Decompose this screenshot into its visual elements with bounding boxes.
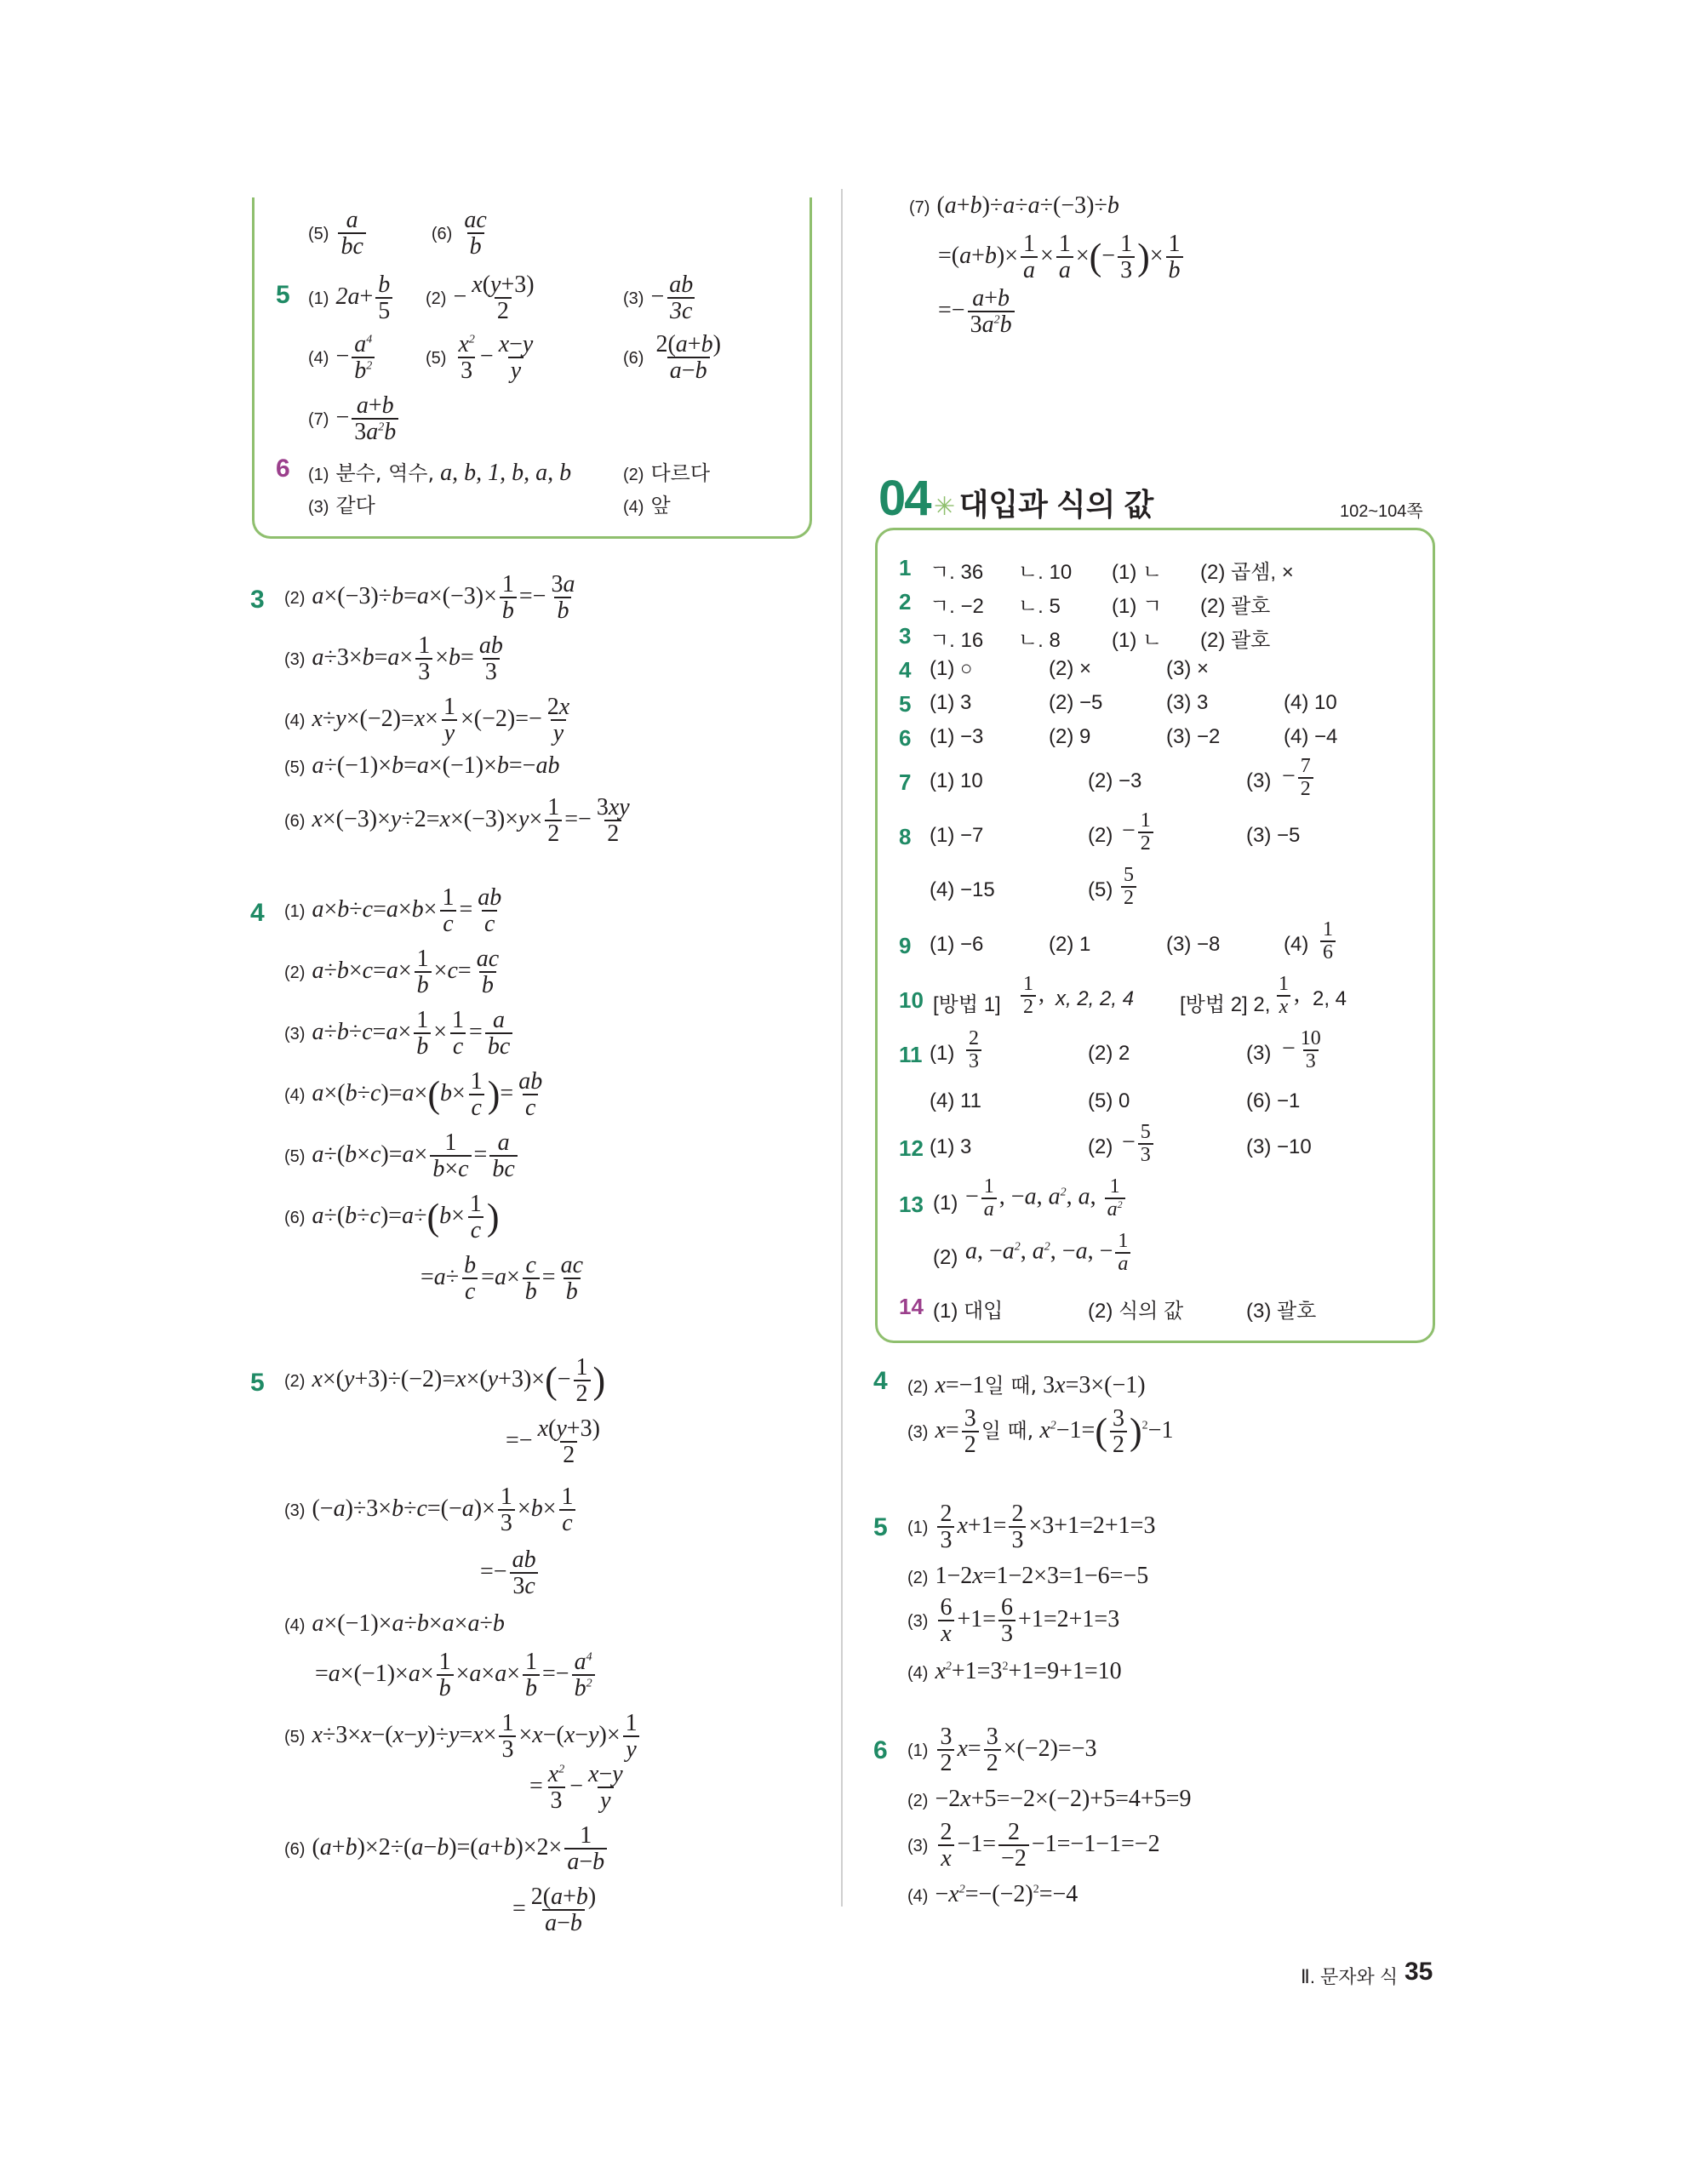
solution-4-number: 4: [250, 899, 265, 927]
solution-3-number: 3: [250, 586, 265, 614]
sol5-3-cont: =− $\frac{ab}{3c}$: [480, 1547, 541, 1599]
right-solution-6-number: 6: [873, 1736, 888, 1764]
rsol4-3: (3) x= $\frac{3}{2}$ 일 때, $x^2-1=$( $\frac{3}{2}$ )$^2$−1: [907, 1405, 1174, 1459]
column-divider: [841, 189, 843, 1907]
sol4-5: (5) a÷(b×c)=a× $\frac{1}{b\times c}$ = $\frac{a}{bc}$: [284, 1130, 520, 1182]
page-number: 35: [1405, 1958, 1433, 1986]
sol3-4: (4) x÷y×(−2)=x× $\frac{1}{y}$ ×(−2)=− $\frac{2x}{y}$: [284, 694, 570, 747]
sol5-5: (5) x÷3×x−(x−y)÷y=x× $\frac{1}{3}$ ×x−(x−y)× $\frac{1}{y}$: [284, 1711, 643, 1763]
section-title: 대입과 식의 값: [958, 487, 1154, 522]
sol3-3: (3) a÷3×b=a× $\frac{1}{3}$ ×b= $\frac{ab}{3}$: [284, 632, 503, 686]
solution-5-number: 5: [250, 1369, 265, 1397]
sol4-3: (3) a÷b÷c=a× $\frac{1}{b}$ × $\frac{1}{c}$ = $\frac{a}{bc}$: [284, 1008, 515, 1060]
rsol6-1: (1) $\frac{3}{2}$ x= $\frac{3}{2}$ ×(−2)=−3: [907, 1724, 1097, 1777]
section-header: [878, 470, 1153, 527]
box-5-row2-b: (5) $\frac{x^2}{3}$ − $\frac{x-y}{y}$: [426, 331, 534, 385]
right-solution-4-number: 4: [873, 1367, 888, 1395]
box-6-row1-b: (2) 다르다: [623, 461, 711, 485]
right-solution-5-number: 5: [873, 1513, 888, 1541]
box-5-row2-a: (4) − $\frac{a^4}{b^2}$: [308, 332, 377, 384]
sol3-5: (5) a÷(−1)×b=a×(−1)×b=−ab: [284, 752, 560, 779]
footer-chapter: Ⅱ. 문자와 식: [1301, 1966, 1399, 1987]
box-problem-5-number: 5: [276, 281, 290, 309]
sol3-6: (6) x×(−3)×y÷2=x×(−3)×y× $\frac{1}{2}$ =− $\frac{3xy}{2}$: [284, 794, 630, 848]
section-pages: 102~104쪽: [1340, 502, 1423, 521]
box-6-row2-b: (4) 앞: [623, 494, 671, 517]
sol5-4-cont: =a×(−1)×a× $\frac{1}{b}$ ×a×a× $\frac{1}{b}$ =− $\frac{a^4}{b^2}$: [315, 1649, 598, 1701]
asterisk-icon: ✳: [933, 493, 956, 521]
sol4-4: (4) a×(b÷c)=a×(b× $\frac{1}{c}$ )= $\frac{ab}{c}$: [284, 1068, 543, 1122]
sol5-6: (6) (a+b)×2÷(a−b)=(a+b)×2× $\frac{1}{a-b}$: [284, 1823, 609, 1875]
sol5-6-cont: = $\frac{2(a+b)}{a-b}$: [512, 1884, 597, 1937]
rsol5-4: (4) $x^2+1=3^2+1=9+1=10$: [907, 1658, 1122, 1684]
sol5-5-cont: = $\frac{x^2}{3}$ − $\frac{x-y}{y}$: [529, 1761, 623, 1815]
rsol5-1: (1) $\frac{2}{3}$ x+1= $\frac{2}{3}$ ×3+1=2+1=3: [907, 1501, 1156, 1554]
box-5-row1: (1) 2a+ $\frac{b}{5}$: [308, 272, 395, 324]
box-row-5-6: (5) $\frac{a}{bc}$ (6) $\frac{ac}{b}$: [308, 207, 487, 260]
rsol5-2: (2) 1−2x=1−2×3=1−6=−5: [907, 1563, 1149, 1589]
sol5-4: (4) a×(−1)×a÷b×a×a÷b: [284, 1610, 505, 1637]
box-5-row3: (7) − $\frac{a+b}{3a^2b}$: [308, 393, 401, 445]
box-6-row2: (3) 같다: [308, 494, 375, 517]
rsol6-2: (2) −2x+5=−2×(−2)+5=4+5=9: [907, 1786, 1192, 1812]
box-5-7-work-2: =(a+b)× $\frac{1}{a}$ × $\frac{1}{a}$ ×(− $\frac{1}{3}$ )× $\frac{1}{b}$: [938, 232, 1186, 283]
box-5-row1-b: (2) − $\frac{x(y+3)}{2}$: [426, 272, 535, 325]
box-5-row1-c: (3) − $\frac{ab}{3c}$: [623, 272, 698, 324]
box-5-row2-c: (6) $\frac{2(a+b)}{a-b}$: [623, 331, 721, 385]
box-6-row1: (1) 분수, 역수, a, b, 1, b, a, b: [308, 460, 572, 486]
box-5-7-work: (7) (a+b)÷a÷a÷(−3)÷b: [909, 192, 1119, 219]
sol4-6-cont: =a÷ $\frac{b}{c}$ =a× $\frac{c}{b}$ = $\frac{ac}{b}$: [420, 1252, 583, 1306]
rsol5-3: (3) $\frac{6}{x}$ +1= $\frac{6}{3}$ +1=2+1=3: [907, 1594, 1120, 1648]
sol4-2: (2) a÷b×c=a× $\frac{1}{b}$ ×c= $\frac{ac}{b}$: [284, 946, 500, 999]
sol3-2: (2) a×(−3)÷b=a×(−3)× $\frac{1}{b}$ =− $\frac{3a}{b}$: [284, 571, 575, 625]
box-problem-6-number: 6: [276, 455, 290, 483]
sol4-1: (1) a×b÷c=a×b× $\frac{1}{c}$ = $\frac{ab}{c}$: [284, 884, 502, 938]
rsol4-2: (2) x=−1일 때, 3x=3×(−1): [907, 1372, 1146, 1398]
sol5-2: (2) x×(y+3)÷(−2)=x×(y+3)×(− $\frac{1}{2}$ ): [284, 1354, 606, 1408]
section-number: 04: [878, 471, 930, 526]
sol5-3: (3) (−a)÷3×b÷c=(−a)× $\frac{1}{3}$ ×b× $\frac{1}{c}$: [284, 1484, 579, 1536]
rsol6-3: (3) $\frac{2}{x}$ −1= $\frac{2}{-2}$ −1=−1−1=−2: [907, 1819, 1160, 1872]
sol4-6: (6) a÷(b÷c)=a÷(b× $\frac{1}{c}$ ): [284, 1191, 500, 1244]
box-5-7-work-3: =− $\frac{a+b}{3a^2b}$: [938, 286, 1017, 338]
rsol6-4: $(4) -x^2=-(-2)^2=-4$: [907, 1881, 1078, 1907]
sol5-2-cont: =− $\frac{x(y+3)}{2}$: [506, 1415, 600, 1469]
